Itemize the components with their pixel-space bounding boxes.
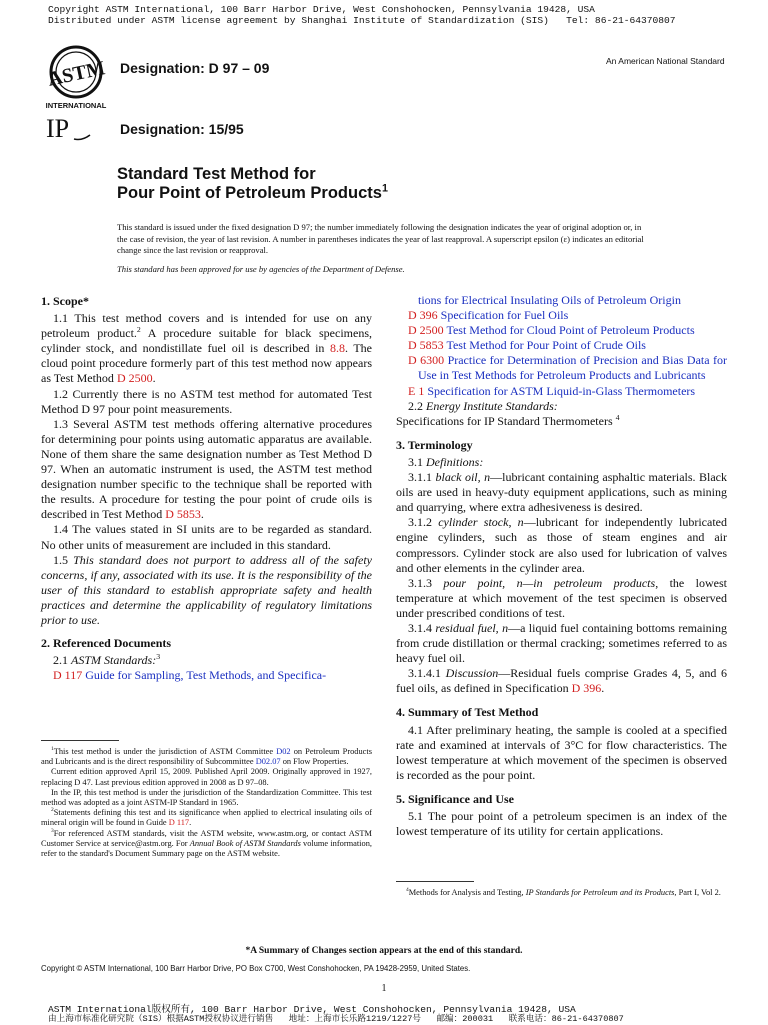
ref-title[interactable]: Practice for Determination of Precision and Bias Data for Use in Test Methods for Petroleum Products and Lubricants <box>418 353 728 383</box>
link-d02[interactable]: D02 <box>276 747 291 756</box>
footnote-3: $^3$For referenced ASTM standards, visit the ASTM website, www.astm.org, or contact ASTM Customer Service at service@astm.org. For Annual Book of ASTM Standards volume information, refer to the standard's Document Summary page on the ASTM website. <box>41 827 372 859</box>
energy-institute-subheading: 2.2 Energy Institute Standards: <box>408 398 558 413</box>
link-d2500[interactable]: D 2500 <box>116 371 153 386</box>
significance-5-1: 5.1 The pour point of a petroleum specimen is an index of the lowest temperature of its utility for certain applications. <box>396 809 727 839</box>
astm-logo <box>40 44 112 112</box>
header-distribution-line: Distributed under ASTM license agreement by Shanghai Institute of Standardization (SIS) Tel: 86-21-64370807 <box>48 15 676 26</box>
ref-item <box>408 338 727 353</box>
summary-of-changes-note: *A Summary of Changes section appears at the end of this standard. <box>245 946 523 956</box>
astm-logo-subtext: INTERNATIONAL <box>45 101 107 110</box>
term-cylinder-stock: 3.1.2 cylinder stock, n—lubricant for independently lubricated engine cylinders, such as those of steam engines and air compressors. Cylinder stock are also used for lubrication of valves and other elements in the cylinder area. <box>396 515 727 575</box>
ip-logo-text: IP <box>46 114 70 143</box>
scope-1-2: 1.2 Currently there is no ASTM test method for automated Test Method D 97 pour point measurements. <box>41 386 372 416</box>
link-footnote-d117[interactable]: D 117 <box>168 818 190 828</box>
ref-code[interactable]: E 1 <box>408 383 425 398</box>
right-column <box>396 293 727 839</box>
term-residual-fuel-discussion: 3.1.4.1 Discussion—Residual fuels comprise Grades 4, 5, and 6 fuel oils, as defined in Specification D 396. <box>396 666 727 696</box>
summary-4-1: 4.1 After preliminary heating, the sample is cooled at a specified rate and examined at intervals of 3°C for flow characteristics. The lowest temperature at which movement of the specimen is observed is recorded as the pour point. <box>396 722 727 782</box>
ref-title[interactable]: Test Method for Pour Point of Crude Oils <box>446 338 646 353</box>
designation-astm: Designation: D 97 – 09 <box>120 60 270 76</box>
title-line-2-text: Pour Point of Petroleum Products <box>117 184 382 202</box>
ref-code[interactable]: D 2500 <box>408 323 444 338</box>
link-d396[interactable]: D 396 <box>571 681 602 696</box>
ref-d117-line <box>41 668 372 683</box>
ip-logo <box>44 113 94 143</box>
footnote-2: $^2$Statements defining this test and its significance when applied to electrical insulating oils of mineral origin will be found in Guide D 117. <box>41 807 372 828</box>
footer-distribution-line: 由上海市标准化研究院（SIS）根据ASTM授权协议进行销售 地址：上海市长乐路1219/1227号 邮编：200031 联系电话：86-21-64370807 <box>48 1014 624 1024</box>
ref-title[interactable]: Specification for ASTM Liquid-in-Glass Thermometers <box>427 383 696 398</box>
footnote-separator <box>41 740 119 741</box>
defense-approval-note: This standard has been approved for use by agencies of the Department of Defense. <box>117 264 405 274</box>
scope-heading: 1. Scope* <box>41 294 89 308</box>
link-d5853[interactable]: D 5853 <box>165 507 201 522</box>
footnote-separator-right <box>396 881 474 882</box>
footnote-4: $^4$Methods for Analysis and Testing, IP Standards for Petroleum and its Products, Part I, Vol 2. <box>406 887 721 897</box>
footer-copyright-line: ASTM International版权所有, 100 Barr Harbor Drive, West Conshohocken, Pennsylvania 19428, USA <box>48 1004 576 1015</box>
footnote-1-ip: In the IP, this test method is under the jurisdiction of the Standardization Committee. This test method was adopted as a joint ASTM-IP Standard in 1965. <box>41 787 372 808</box>
link-d117[interactable]: D 117 <box>53 668 83 683</box>
astm-logo-text: ASTM <box>45 57 107 91</box>
astm-logo-icon <box>40 44 112 112</box>
header-copyright-line: Copyright ASTM International, 100 Barr Harbor Drive, West Conshohocken, Pennsylvania 19428, USA <box>48 4 595 15</box>
ref-item <box>408 384 727 399</box>
astm-standards-subheading: 2.1 ASTM Standards:$^3$ <box>53 652 161 668</box>
term-black-oil: 3.1.1 black oil, n—lubricant containing asphaltic materials. Black oils are used in heavy-duty equipment applications, such as mining and quarrying, where extra adhesiveness is desired. <box>396 470 728 515</box>
ref-d117-title[interactable]: Guide for Sampling, Test Methods, and Specifica- <box>85 668 327 683</box>
scope-1-4: 1.4 The values stated in SI units are to be regarded as standard. No other units of measurement are included in this standard. <box>41 522 372 552</box>
summary-heading: 4. Summary of Test Method <box>396 705 539 720</box>
footnotes-left <box>41 747 372 859</box>
scope-1-5: 1.5 This standard does not purport to address all of the safety concerns, if any, associated with its use. It is the responsibility of the user of this standard to establish appropriate safety and health practices and determine the applicability of regulatory limitations prior to use. <box>41 552 372 627</box>
ref-item <box>408 323 727 338</box>
term-residual-fuel: 3.1.4 residual fuel, n—a liquid fuel containing bottoms remaining from crude distillation or thermal cracking; sometimes referred to as heavy fuel oil. <box>396 620 728 666</box>
ip-thermometers-spec: Specifications for IP Standard Thermometers $^4$ <box>396 412 620 428</box>
link-d02-07[interactable]: D02.07 <box>255 757 281 767</box>
title-line-2 <box>117 184 388 203</box>
ref-d117-title-continued[interactable]: tions for Electrical Insulating Oils of Petroleum Origin <box>418 293 681 307</box>
scope-1-3: 1.3 Several ASTM test methods offering alternative procedures for determining pour points using automatic apparatus are available. None of them share the same designation number as Test Method D 97. When an automatic instrument is used, the ASTM test method designation number specific to the technique shall be reported with the results. A procedure for testing the pour point of crude oils is described in Test Method D 5853. <box>41 416 372 522</box>
ref-code[interactable]: D 6300 <box>408 353 445 368</box>
title-footnote-ref[interactable]: 1 <box>381 182 388 195</box>
footnote-1: $^1$This test method is under the jurisdiction of ASTM Committee D02 on Petroleum Products and Lubricants and is the direct responsibility of Subcommittee D02.07 on Flow Properties. <box>41 746 372 767</box>
document-title <box>117 165 388 203</box>
ref-item <box>408 353 727 383</box>
ref-title[interactable]: Test Method for Cloud Point of Petroleum Products <box>446 323 695 338</box>
link-8-8[interactable]: 8.8 <box>329 341 345 356</box>
footnotes-right <box>396 888 727 898</box>
designation-ip: Designation: 15/95 <box>120 121 244 137</box>
ref-code[interactable]: D 5853 <box>408 338 444 353</box>
ref-title[interactable]: Specification for Fuel Oils <box>440 308 569 323</box>
astm-copyright-line: Copyright © ASTM International, 100 Barr Harbor Drive, PO Box C700, West Conshohocken, PA 19428-2959, United States. <box>41 964 471 973</box>
ref-code[interactable]: D 396 <box>408 308 438 323</box>
significance-heading: 5. Significance and Use <box>396 791 515 806</box>
issuance-note: This standard is issued under the fixed designation D 97; the number immediately following the designation indicates the year of original adoption or, in the case of revision, the year of last revision. A number in parentheses indicates the year of last reapproval. A superscript epsilon (ε) indicates an editorial change since the last revision or reapproval. <box>117 222 644 255</box>
referenced-documents-heading: 2. Referenced Documents <box>41 636 172 651</box>
american-national-standard-label: An American National Standard <box>606 56 725 66</box>
ref-list <box>396 308 727 399</box>
left-column <box>41 294 372 683</box>
title-line-1: Standard Test Method for <box>117 165 316 183</box>
ip-logo-icon <box>44 113 94 143</box>
scope-1-1: 1.1 This test method covers and is intended for use on any petroleum product.$^2$ A procedure suitable for black specimens, cylinder stock, and nondistillate fuel oil is described in 8.8. The cloud point procedure formerly part of this test method now appears as Test Method D 2500. <box>41 311 372 386</box>
ref-item <box>408 308 727 323</box>
term-pour-point: 3.1.3 pour point, n—in petroleum products, the lowest temperature at which movement of the test specimen is observed under prescribed conditions of test. <box>396 575 728 620</box>
page-number: 1 <box>381 983 387 994</box>
footnote-1-edition: Current edition approved April 15, 2009. Published April 2009. Originally approved in 1927, replacing D 47. Last previous edition approved in 2008 as D 97–08. <box>41 767 372 787</box>
definitions-subheading: 3.1 Definitions: <box>408 454 484 469</box>
terminology-heading: 3. Terminology <box>396 437 473 452</box>
